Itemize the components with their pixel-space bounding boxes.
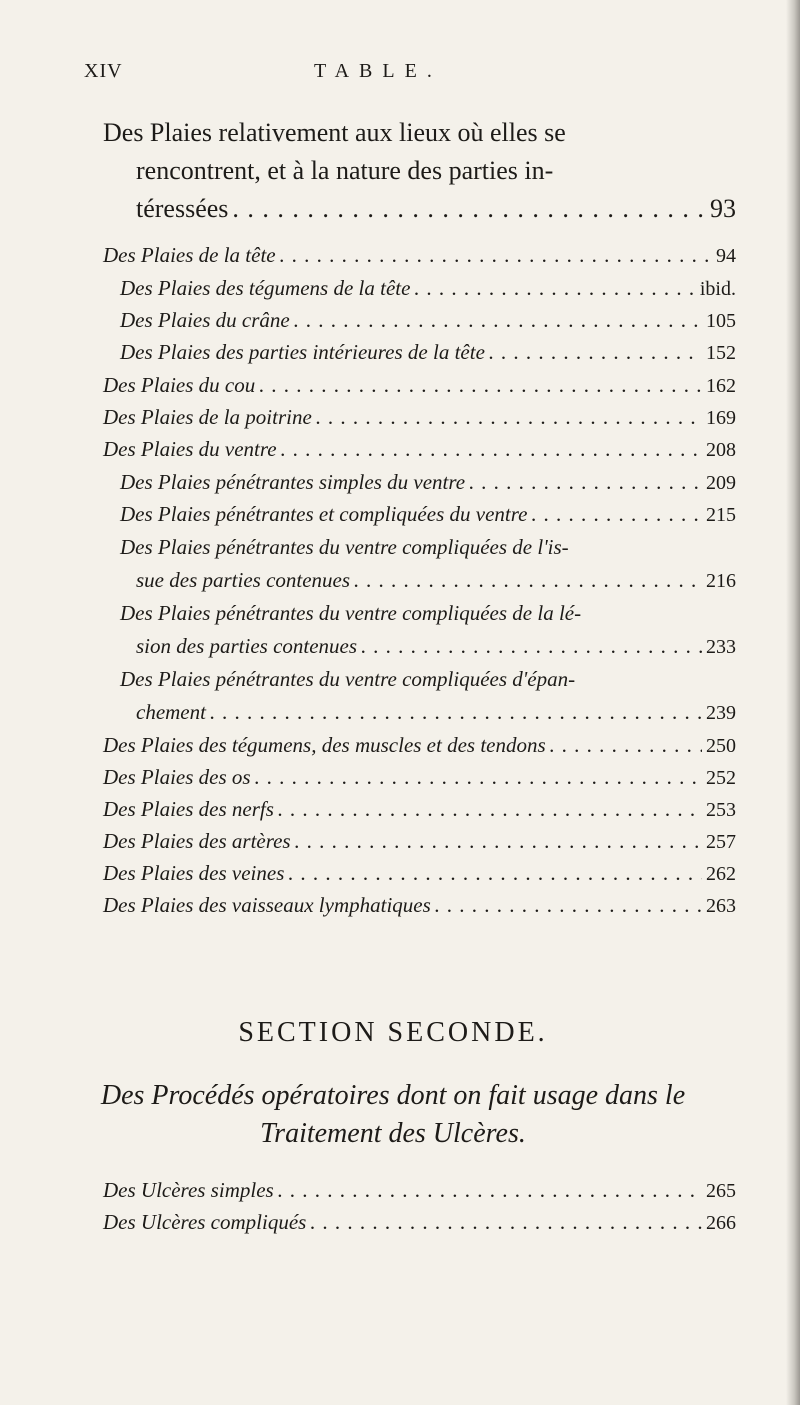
toc-entry-page: 162 [706,375,736,397]
toc-entry [120,340,736,365]
toc-entry-line-1: Des Plaies pénétrantes du ventre compliquées de la lé- [120,601,582,625]
section-title: SECTION SECONDE. [238,1017,548,1048]
toc-entry [103,829,736,854]
toc-entry-text: Des Plaies des tégumens de la tête [120,276,411,300]
page-header [84,60,724,84]
toc-entry-text: Des Plaies des artères [103,829,291,853]
main-entry-text: téressées [136,194,229,223]
leader-dots [294,308,702,333]
leader-dots [255,765,702,790]
toc-entry-page: 257 [706,831,736,853]
toc-entry [136,568,736,593]
leader-dots [354,568,702,593]
toc-entry [120,308,736,333]
toc-entry-text: Des Plaies des os [103,765,251,789]
toc-entry-text: sue des parties contenues [136,568,351,592]
leader-dots [210,700,702,725]
toc-entry-page: ibid. [699,278,736,300]
leader-dots [281,437,702,462]
toc-entry [103,373,736,398]
toc-entry [136,700,736,725]
toc-entry [120,502,736,527]
toc-entry-page: 239 [706,702,736,724]
toc-entry-text: Des Plaies de la poitrine [103,405,312,429]
leader-dots [288,861,702,886]
toc-entry-text: Des Plaies des veines [103,861,285,885]
page-edge [786,0,800,1405]
toc-entry-line-1: Des Plaies pénétrantes du ventre compliquées de l'is- [120,535,569,559]
toc-entry-text: Des Plaies des tégumens, des muscles et des tendons [103,733,546,757]
leader-dots [316,405,702,430]
leader-dots [280,243,712,268]
toc-entry-page: 250 [706,735,736,757]
toc-entry-text: Des Plaies pénétrantes simples du ventre [120,470,466,494]
page-number: XIV [84,60,123,82]
toc-entry-text: Des Plaies de la tête [103,243,276,267]
toc-entry-page: 233 [706,636,736,658]
leader-dots [414,276,695,301]
toc-entry-text: Des Plaies du ventre [103,437,277,461]
leader-dots [531,502,702,527]
toc-entry-page: 253 [706,799,736,821]
leader-dots [361,634,702,659]
leader-dots [232,194,706,224]
toc-entry-page: 209 [706,472,736,494]
toc-entry-page: 216 [706,570,736,592]
main-entry-page: 93 [710,194,736,223]
toc-entry-page: 152 [706,342,736,364]
leader-dots [310,1210,702,1235]
toc-entry-text: sion des parties contenues [136,634,358,658]
toc-entry-page: 266 [706,1212,736,1234]
leader-dots [435,893,702,918]
section-subtitle-line-2: Traitement des Ulcères. [260,1118,526,1149]
leader-dots [278,1178,702,1203]
toc-entry-text: Des Plaies des vaisseaux lymphatiques [103,893,431,917]
toc-entry [103,1210,736,1235]
toc-entry-page: 169 [706,407,736,429]
toc-entry [103,405,736,430]
toc-entry [103,243,736,268]
toc-entry-line-1: Des Plaies pénétrantes du ventre compliquées d'épan- [120,667,576,691]
toc-entry-page: 263 [706,895,736,917]
toc-entry [103,893,736,918]
toc-entry-page: 94 [716,245,736,267]
toc-entry [120,470,736,495]
leader-dots [259,373,702,398]
toc-entry-page: 215 [706,504,736,526]
toc-entry [136,634,736,659]
toc-entry-text: Des Ulcères simples [103,1178,274,1202]
main-entry-line-1: Des Plaies relativement aux lieux où elles se [103,118,566,147]
toc-entry-text: Des Plaies du crâne [120,308,290,332]
toc-entry-page: 252 [706,767,736,789]
toc-entry-text: Des Plaies pénétrantes et compliquées du ventre [120,502,528,526]
toc-entry-page: 105 [706,310,736,332]
leader-dots [295,829,702,854]
section-subtitle-line-1: Des Procédés opératoires dont on fait usage dans le [100,1080,686,1111]
running-title: TABLE. [314,60,442,82]
toc-entry [103,1178,736,1203]
toc-entry-text: Des Plaies des parties intérieures de la tête [120,340,485,364]
toc-entry-page: 208 [706,439,736,461]
toc-entry-text: Des Plaies du cou [103,373,256,397]
toc-entry-text: chement [136,700,206,724]
leader-dots [278,797,702,822]
leader-dots [469,470,702,495]
toc-entry [103,861,736,886]
toc-entry-text: Des Plaies des nerfs [103,797,274,821]
toc-entry [103,765,736,790]
toc-entry [103,733,736,758]
toc-entry [103,797,736,822]
main-entry-line-3 [136,194,736,224]
leader-dots [550,733,702,758]
main-entry-line-2: rencontrent, et à la nature des parties in- [136,156,554,185]
toc-entry [120,276,736,301]
toc-entry [103,437,736,462]
toc-entry-page: 265 [706,1180,736,1202]
leader-dots [489,340,702,365]
toc-entry-page: 262 [706,863,736,885]
toc-entry-text: Des Ulcères compliqués [103,1210,307,1234]
